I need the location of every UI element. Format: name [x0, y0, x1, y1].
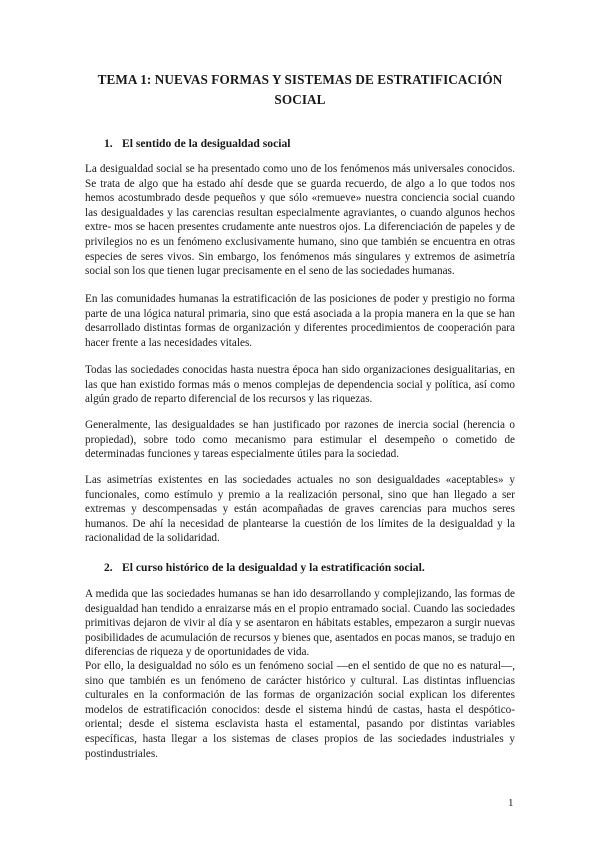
paragraph: Todas las sociedades conocidas hasta nuestra época han sido organizaciones desigualitarias, en las que han existido formas más o menos complejas de dependencia social y política, así como algún grado de reparto diferencial de los recursos y las riquezas.: [85, 364, 515, 406]
section-number: 1.: [104, 137, 113, 150]
paragraph: A medida que las sociedades humanas se han ido desarrollando y complejizando, las formas de desigualdad han tendido a enraizarse más en el propio entramado social. Cuando las sociedades primitivas dejaron de vivir al día y se asentaron en hábitats estables, empezaron a surgir nuevas posibilidades de acumulación de recursos y bienes que, asentados en pocas manos, se tradujo en diferencias de riqueza y de oportunidades de vida.: [85, 588, 515, 659]
page-title: TEMA 1: NUEVAS FORMAS Y SISTEMAS DE ESTRATIFICACIÓN SOCIAL: [97, 72, 503, 107]
page-number: 1: [508, 797, 514, 809]
paragraph: Por ello, la desigualdad no sólo es un fenómeno social —en el sentido de que no es natural—, sino que también es un fenómeno de carácter histórico y cultural. Las distintas influencias culturales en la conformación de las formas de organización social explican los diferentes modelos de estratificación conocidos: desde el sistema hindú de castas, hasta el despótico-oriental; desde el sistema esclavista hasta el estamental, pasando por distintas variables específicas, hasta llegar a los sistemas de clases propios de las sociedades industriales y postindustriales.: [85, 660, 515, 760]
section-heading-text: El curso histórico de la desigualdad y la estratificación social.: [122, 561, 425, 574]
section-number: 2.: [104, 561, 113, 574]
paragraph: En las comunidades humanas la estratificación de las posiciones de poder y prestigio no forma parte de una lógica natural primaria, sino que está asociada a la propia manera en la que se han desarrollado distintas formas de organización y diferentes procedimientos de cooperación para hacer frente a las necesidades vitales.: [85, 293, 515, 349]
paragraph: Las asimetrías existentes en las sociedades actuales no son desigualdades «aceptables» y funcionales, como estímulo y premio a la realización personal, sino que han llegado a ser extremas y descompensadas y están acompañadas de graves carencias para muchos seres humanos. De ahí la necesidad de plantearse la cuestión de los límites de la desigualdad y la racionalidad de la solidaridad.: [85, 474, 515, 545]
paragraph: Generalmente, las desigualdades se han justificado por razones de inercia social (herencia o propiedad), sobre todo como mecanismo para estimular el desempeño o cometido de determinadas funciones y tareas especialmente útiles para la sociedad.: [85, 419, 515, 461]
section-heading-text: El sentido de la desigualdad social: [122, 137, 291, 150]
section-heading-1: [104, 137, 290, 151]
section-heading-2: [104, 561, 425, 575]
paragraph: La desigualdad social se ha presentado como uno de los fenómenos más universales conocidos. Se trata de algo que ha estado ahí desde que se guarda recuerdo, de algo a lo que todos nos hemos acostumbrado desde pequeños y que sólo «remueve» nuestra conciencia social cuando las desigualdades y las carencias resultan especialmente agraviantes, o cuando algunos hechos extre- mos se hacen presentes crudamente ante nuestros ojos. La diferenciación de papeles y de privilegios no es un fenómeno exclusivamente humano, sino que también se encuentra en otras especies de seres vivos. Sin embargo, los fenómenos más singulares y extremos de asimetría social son los que tienen lugar precisamente en el seno de las sociedades humanas.: [85, 163, 515, 278]
